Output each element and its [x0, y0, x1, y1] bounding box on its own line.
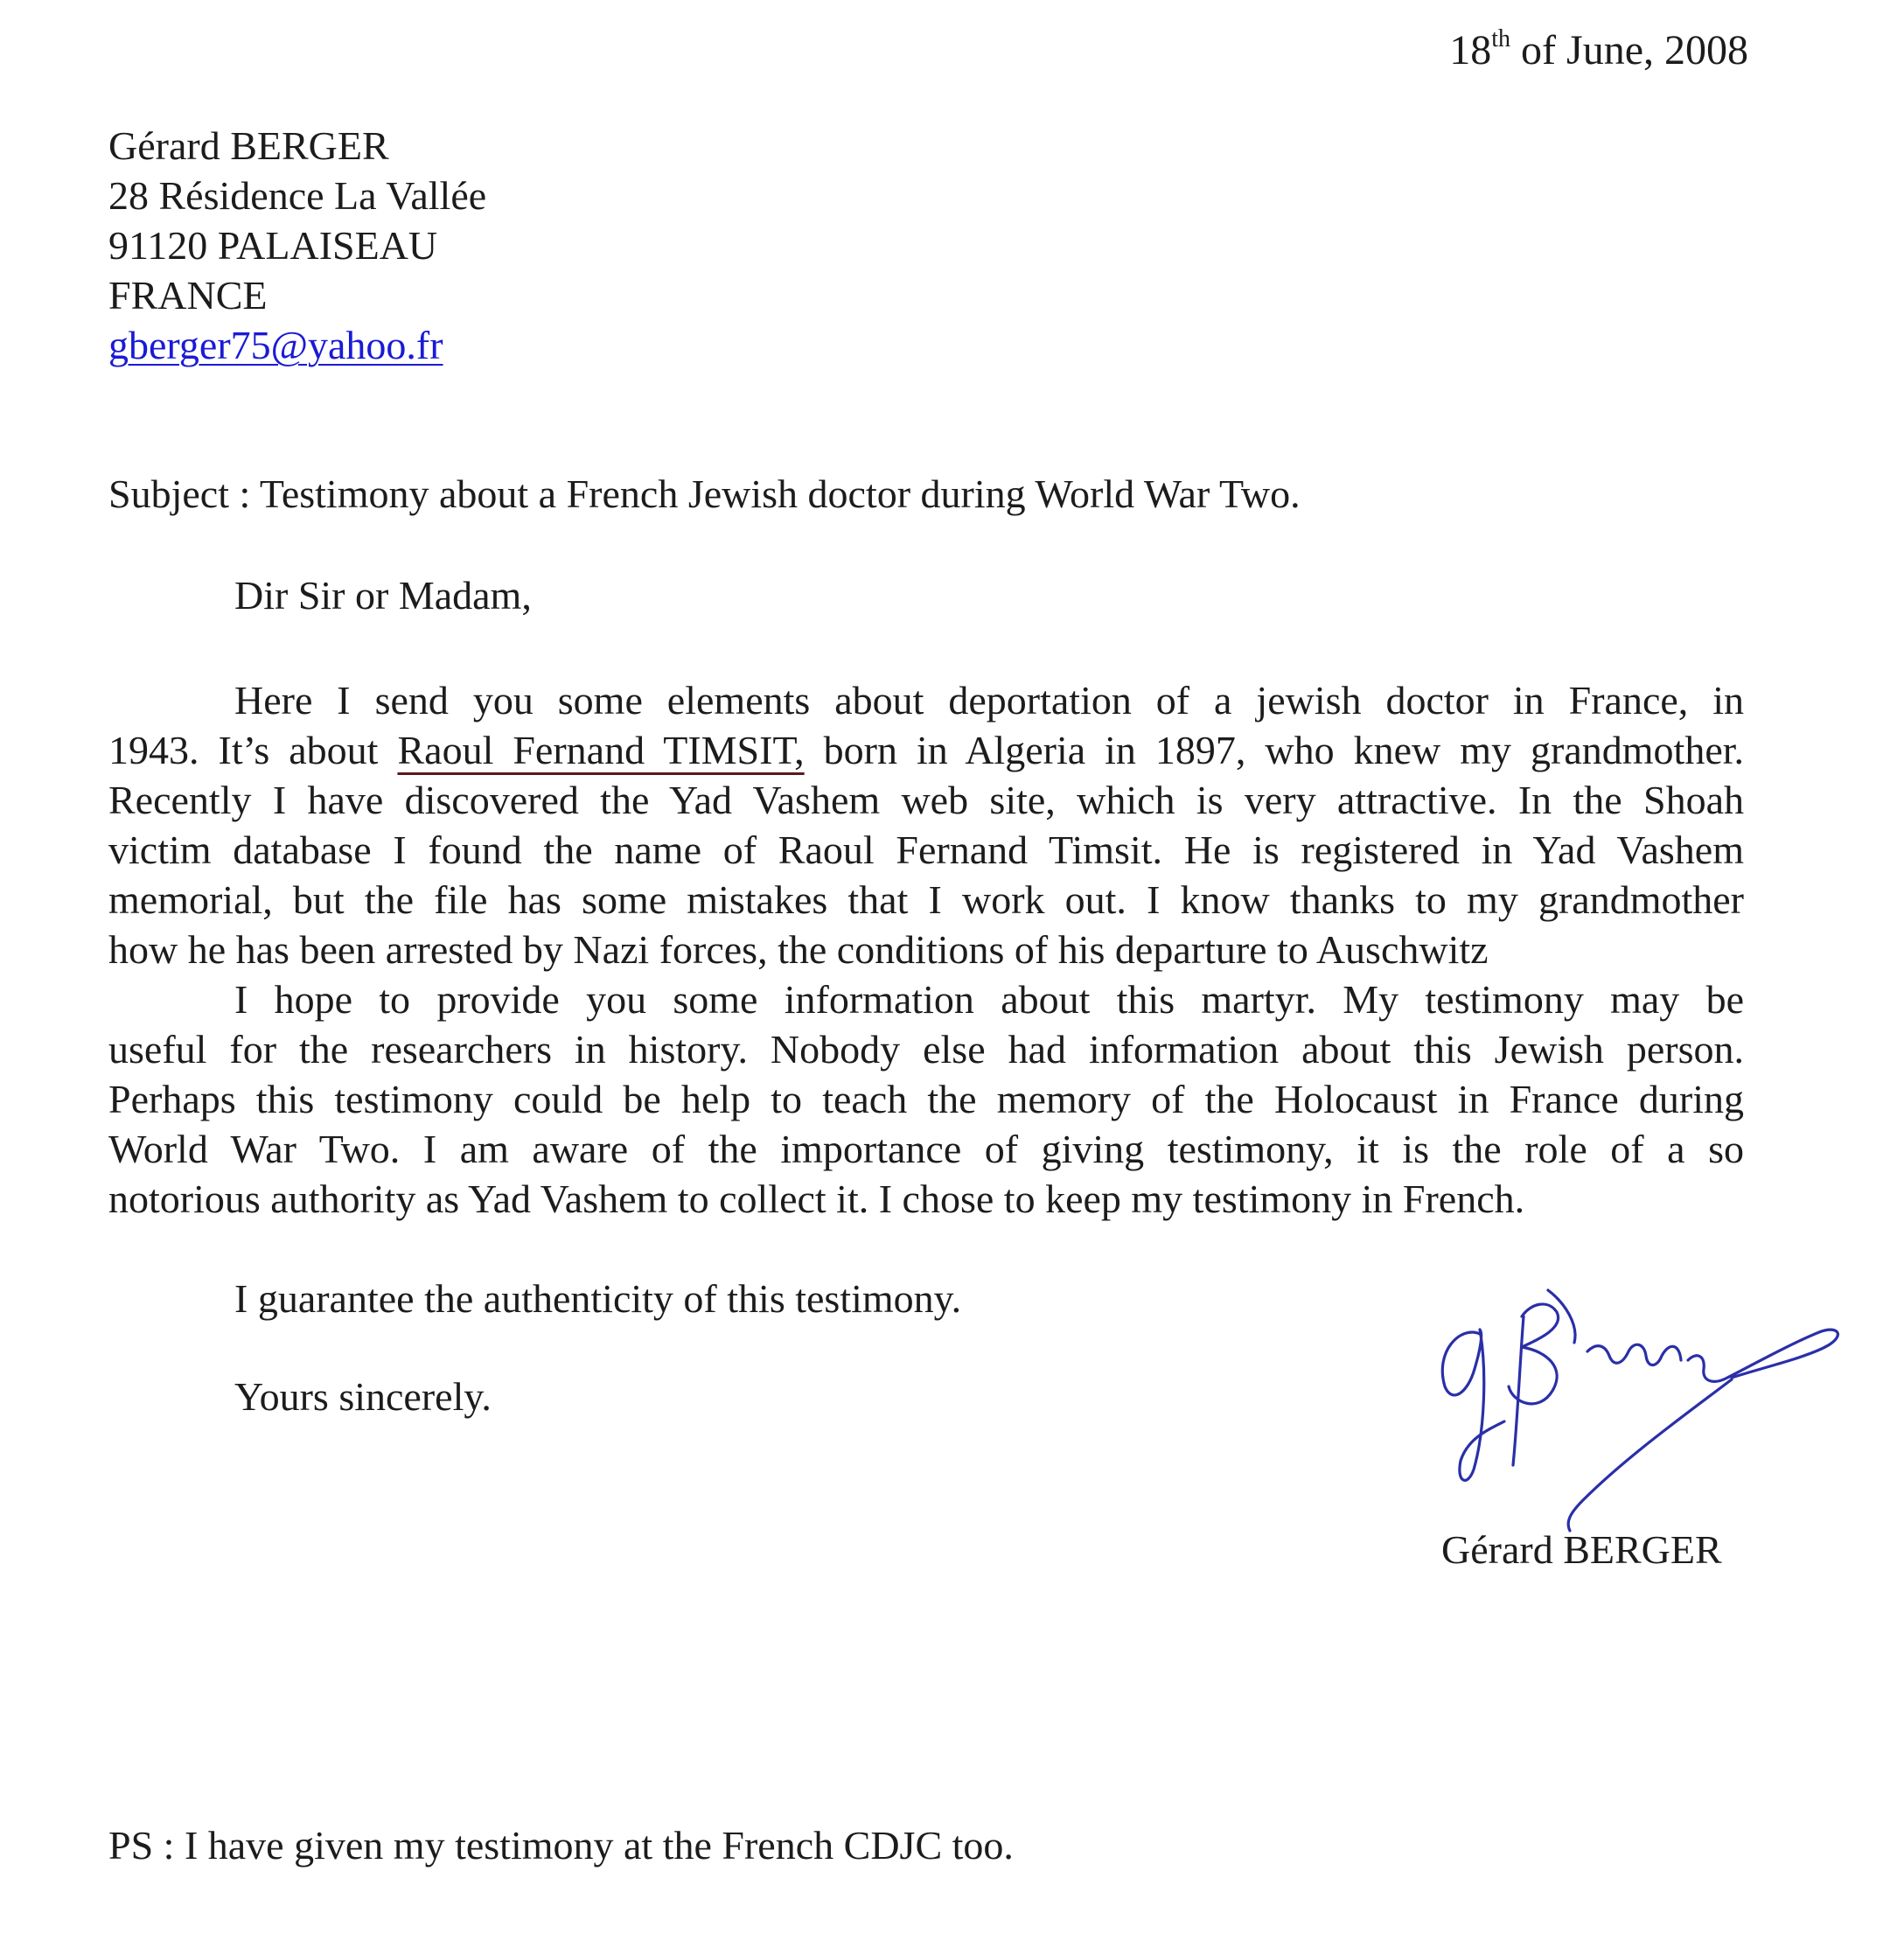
paragraph2-line4: World War Two. I am aware of the importance of giving testimony, it is the role of a so: [108, 1127, 1744, 1171]
paragraph1-line5: memorial, but the file has some mistakes that I work out. I know thanks to my grandmother: [108, 877, 1744, 922]
closing-phrase: Yours sincerely.: [234, 1374, 492, 1419]
paragraph1-line1: Here I send you some elements about deportation of a jewish doctor in France, in: [234, 678, 1744, 723]
sender-address-line1: 28 Résidence La Vallée: [108, 173, 487, 218]
sender-block: [108, 121, 486, 370]
paragraph2-line1: I hope to provide you some information about this martyr. My testimony may be: [234, 977, 1744, 1022]
sender-name: Gérard BERGER: [108, 123, 389, 168]
paragraph2-line5: notorious authority as Yad Vashem to collect it. I chose to keep my testimony in French.: [108, 1176, 1525, 1221]
subject-line: Subject : Testimony about a French Jewish doctor during World War Two.: [108, 471, 1301, 516]
paragraph1-line2-after: born in Algeria in 1897, who knew my grandmother.: [823, 728, 1745, 772]
paragraph2-line3: Perhaps this testimony could be help to teach the memory of the Holocaust in France during: [108, 1077, 1744, 1121]
paragraph1-line2: [108, 725, 1744, 775]
paragraph1-line4: victim database I found the name of Raoul Fernand Timsit. He is registered in Yad Vashem: [108, 827, 1744, 872]
letter-date: 18th of June, 2008: [1449, 25, 1748, 73]
handwritten-signature: [1426, 1281, 1863, 1535]
sender-email-link[interactable]: gberger75@yahoo.fr: [108, 323, 443, 367]
guarantee-statement: I guarantee the authenticity of this testimony.: [234, 1276, 962, 1321]
postscript: PS : I have given my testimony at the French CDJC too.: [108, 1823, 1014, 1868]
salutation: Dir Sir or Madam,: [234, 573, 532, 618]
paragraph1-line6: how he has been arrested by Nazi forces, the conditions of his departure to Auschwitz: [108, 927, 1489, 972]
paragraph2-line2: useful for the researchers in history. Nobody else had information about this Jewish person.: [108, 1027, 1744, 1072]
signer-name: Gérard BERGER: [1441, 1527, 1722, 1572]
underlined-person-name: Raoul Fernand TIMSIT,: [397, 728, 805, 772]
paragraph1-line2-before: 1943. It’s about: [108, 728, 379, 772]
paragraph1-line3: Recently I have discovered the Yad Vashem web site, which is very attractive. In the Shoah: [108, 778, 1744, 822]
sender-country: FRANCE: [108, 273, 268, 318]
sender-address-line2: 91120 PALAISEAU: [108, 223, 438, 268]
